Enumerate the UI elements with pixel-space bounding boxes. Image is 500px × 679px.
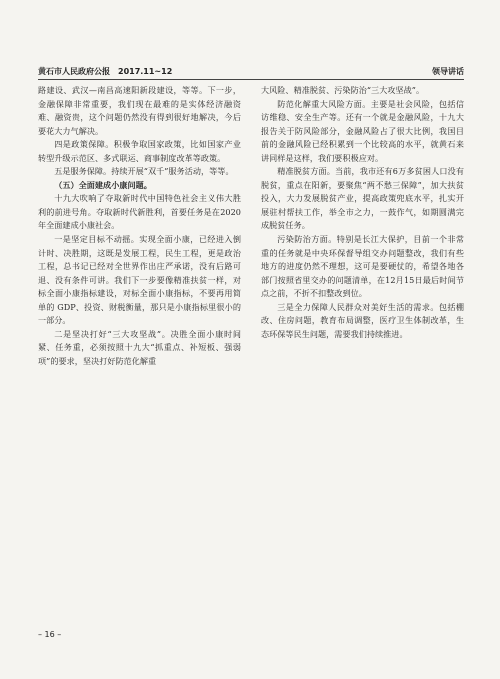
paragraph: 四是政策保障。积极争取国家政策，比如国家产业转型升级示范区、多式联运、商事制度改革等政策。 — [38, 139, 241, 163]
left-column — [38, 84, 241, 368]
paragraph: 防范化解重大风险方面。主要是社会风险，包括信访维稳、安全生产等。还有一个就是金融风险，十九大报告关于防风险部分，金融风险占了很大比例，我国目前的金融风险已经积累到一个比较高的水平，就黄石来讲同样是这样，我们要积极应对。 — [261, 98, 464, 163]
page-header — [38, 64, 464, 78]
publication-title: 黄石市人民政府公报 2017.11~12 — [38, 67, 173, 76]
paragraph: 十九大吹响了夺取新时代中国特色社会主义伟大胜利的前进号角。夺取新时代新胜利，首要任务是在2020年全面建成小康社会。 — [38, 193, 241, 231]
paragraph: 三是全力保障人民群众对美好生活的需求。包括棚改、住房问题，教育布局调整，医疗卫生体制改革，生态环保等民生问题，需要我们持续推进。 — [261, 301, 464, 339]
subheading: （五）全面建成小康问题。 — [54, 179, 152, 190]
paragraph: 大风险、精准脱贫、污染防治“三大攻坚战”。 — [261, 85, 425, 95]
paragraph: 二是坚决打好“三大攻坚战”。决胜全面小康时间紧、任务重，必须按照十九大“抓重点、补短板、强弱项”的要求，坚决打好防范化解重 — [38, 328, 241, 366]
paragraph: 污染防治方面。特别是长江大保护，目前一个非常重的任务就是中央环保督导组交办问题整改，我们有些地方的进度仍然不理想，这可是要硬仗的，希望各地各部门按照省里交办的问题清单，在12月15日最后时间节点之前，不折不扣整改到位。 — [261, 234, 464, 299]
paragraph: 一是坚定目标不动摇。实现全面小康，已经进入倒计时、决胜期，这既是发展工程，民生工程，更是政治工程，总书记已经对全世界作出庄严承诺，没有后路可退、没有条件可讲。我们下一步要像精准扶贫一样，对标全面小康指标建设，对标全面小康指标，不要再用简单的 GDP、投资、财税衡量，那只是小康指标里很小的一部分。 — [38, 234, 241, 326]
paragraph: 精准脱贫方面。当前，我市还有6万多贫困人口没有脱贫，重点在阳新，要聚焦“两不愁三保障”，加大扶贫投入，大力发展脱贫产业，提高政策兜底水平，扎实开展驻村帮扶工作，举全市之力，一鼓作气，如期圆满完成脱贫任务。 — [261, 166, 464, 231]
paragraph: 五是服务保障。持续开展“双千”服务活动，等等。 — [54, 166, 234, 177]
header-divider — [38, 79, 464, 80]
page-number: – 16 – — [38, 630, 62, 639]
right-column — [261, 84, 464, 341]
section-title: 领导讲话 — [432, 67, 464, 76]
paragraph: 路建设、武汉—南昌高速阳新段建设，等等。下一步，金融保障非常重要，我们现在最难的是实体经济融资难、融资贵，这个问题仍然没有得到很好地解决，今后要花大力气解决。 — [38, 85, 241, 136]
